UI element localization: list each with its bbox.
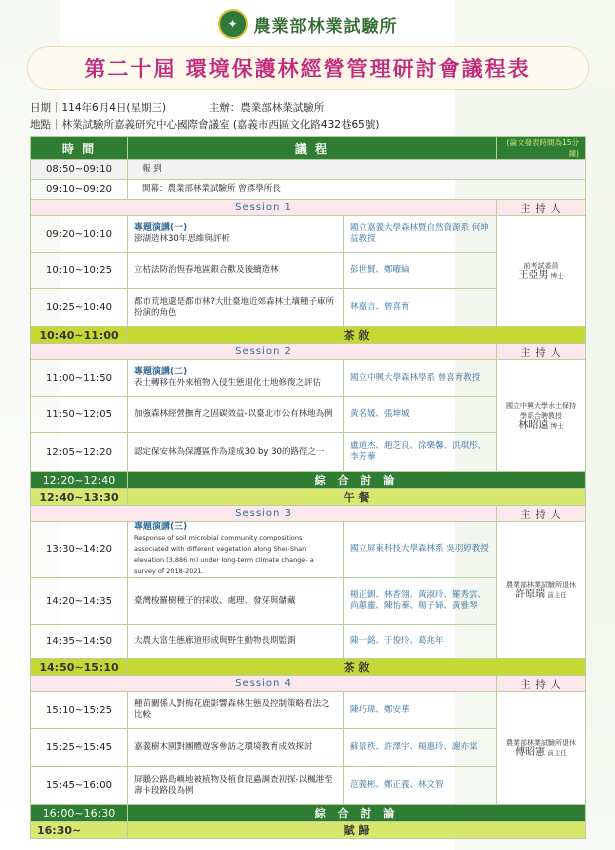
host-name: 傅昭憲 — [515, 747, 546, 758]
time-cell: 15:25~15:45 — [31, 729, 128, 767]
col-agenda: 議 程 — [128, 137, 497, 160]
closing-row — [31, 822, 586, 839]
topic-text: 屏鵝公路島嶼地被植物及植食昆蟲調查初探-以楓港至壽卡段路段為例 — [128, 767, 344, 805]
time-cell: 11:00~11:50 — [31, 360, 128, 397]
institute-name: 農業部林業試驗所 — [253, 16, 398, 37]
topic-text: 澎湖造林30年思維與評析 — [134, 234, 230, 244]
topic-text: 表土轉移在外來植物入侵生態退化土地修復之評估 — [134, 378, 322, 388]
time-cell: 14:50~15:10 — [31, 659, 128, 676]
break-text: 綜 合 討 論 — [128, 805, 586, 822]
registration-row — [31, 160, 586, 180]
time-cell: 09:20~10:10 — [31, 216, 128, 253]
host-org: 農業部林業試驗所退休 — [506, 581, 576, 589]
session-1-header — [31, 200, 586, 216]
speaker-cell: 蘇景秩、許澤宇、楊惠玲、謝亦棠 — [344, 729, 497, 767]
topic-cell — [128, 360, 344, 397]
col-time: 時 間 — [31, 137, 128, 160]
host-title: 前主任 — [547, 591, 567, 599]
break-text: 綜 合 討 論 — [128, 472, 586, 489]
session-name: Session 1 — [31, 200, 497, 216]
host-label: 主 持 人 — [497, 200, 586, 216]
topic-text: 大農大富生態廊道形成與野生動物長期監測 — [128, 625, 344, 659]
host-title: 博士 — [550, 421, 564, 430]
topic-cell — [128, 522, 344, 578]
time-cell: 16:00~16:30 — [31, 805, 128, 822]
topic-cell — [128, 216, 344, 253]
time-cell: 12:20~12:40 — [31, 472, 128, 489]
title-banner — [27, 46, 589, 90]
time-cell: 13:30~14:20 — [31, 522, 128, 578]
speaker-cell: 國立中興大學森林學系 曾喜育教授 — [344, 360, 497, 397]
page-title: 第二十屆 環境保護林經營管理研討會議程表 — [84, 57, 531, 81]
date-label: 日期｜114年6月4日(星期三) — [30, 102, 167, 114]
host-label: 主 持 人 — [497, 506, 586, 522]
break-text: 茶 敘 — [128, 659, 586, 676]
speaker-cell: 陳巧瑋、鄭安華 — [344, 692, 497, 729]
speaker-cell: 國立屏東科技大學森林系 吳羽婷教授 — [344, 522, 497, 578]
speaker-cell: 范義彬、鄭正義、林文智 — [344, 767, 497, 805]
lunch-row — [31, 489, 586, 506]
time-cell: 14:20~14:35 — [31, 578, 128, 625]
host-cell — [497, 522, 586, 659]
discussion-row — [31, 472, 586, 489]
topic-text: Response of soil microbial community compositions associated with different vegetation along Shei-Shan elevation (3,886 m) under long-term climate change- a survey of 2018-2021. — [134, 534, 314, 575]
logo-row — [0, 8, 615, 40]
location-line — [30, 117, 379, 132]
topic-text: 嘉義樹木園對團體遊客參訪之環境教育成效探討 — [128, 729, 344, 767]
time-cell: 10:10~10:25 — [31, 253, 128, 289]
break-text: 茶 敘 — [128, 327, 586, 344]
topic-text: 加強森林經營撫育之固碳效益-以臺北市公有林地為例 — [128, 397, 344, 433]
session-3-header — [31, 506, 586, 522]
break-text: 午 餐 — [128, 489, 586, 506]
speaker-cell: 楊正釧、林香翎、黃淑玲、羅秀雲、尚蕙靈、陳怡蓁、楊子婦、黃雅琴 — [344, 578, 497, 625]
keynote-label: 專題演講(一) — [134, 223, 188, 233]
time-cell: 11:50~12:05 — [31, 397, 128, 433]
session-2-header — [31, 344, 586, 360]
topic-text: 種苗關係人對梅花鹿影響森林生態及控制策略看法之比較 — [128, 692, 344, 729]
time-cell: 10:40~11:00 — [31, 327, 128, 344]
host-label: 主 持 人 — [497, 676, 586, 692]
speaker-cell: 彭世賢、鄭曜綸 — [344, 253, 497, 289]
discussion-row — [31, 805, 586, 822]
host-name: 許原瑞 — [515, 589, 546, 600]
host-name: 王亞男 — [518, 270, 549, 281]
time-cell: 10:25~10:40 — [31, 289, 128, 327]
session-name: Session 3 — [31, 506, 497, 522]
host-name: 林昭遠 — [518, 419, 549, 431]
tea-break-row — [31, 327, 586, 344]
host-org: 國立中興大學水土保持學系合聘教授 — [506, 401, 576, 420]
session-name: Session 2 — [31, 344, 497, 360]
host-cell — [497, 360, 586, 472]
tea-break-row — [31, 659, 586, 676]
date-organizer-line — [30, 100, 324, 115]
speaker-cell: 國立嘉義大學森林暨自然資源系 何坤益教授 — [344, 216, 497, 253]
opening-row — [31, 180, 586, 200]
presentation-note: (論文發表時間為15分鐘) — [497, 137, 586, 160]
keynote-label: 專題演講(三) — [134, 522, 188, 532]
host-cell — [497, 216, 586, 327]
session-name: Session 4 — [31, 676, 497, 692]
time-cell: 12:40~13:30 — [31, 489, 128, 506]
topic-text: 都市荒地還是都市林?大肚臺地近郊森林土壤種子庫所扮演的角色 — [128, 289, 344, 327]
opening-text: 開幕：農業部林業試驗所 曾彥學所長 — [128, 180, 586, 200]
institute-logo-icon: ✦ — [218, 9, 248, 39]
time-cell: 08:50~09:10 — [31, 160, 128, 180]
time-cell: 15:45~16:00 — [31, 767, 128, 805]
organizer-label: 主辦：農業部林業試驗所 — [208, 102, 325, 114]
host-label: 主 持 人 — [497, 344, 586, 360]
time-cell: 14:35~14:50 — [31, 625, 128, 659]
talk-row — [31, 360, 586, 397]
host-org: 前考試委員 — [523, 262, 559, 270]
time-cell: 09:10~09:20 — [31, 180, 128, 200]
registration-text: 報 到 — [128, 160, 586, 180]
time-cell: 16:30~ — [31, 822, 128, 839]
topic-text: 立枯法防治恆春地區銀合歡及後續造林 — [128, 253, 344, 289]
agenda-table — [30, 136, 586, 839]
topic-text: 認定保安林為保護區作為達成30 by 30的路徑之一 — [128, 433, 344, 472]
speaker-cell: 林嘉言、曾喜育 — [344, 289, 497, 327]
talk-row — [31, 216, 586, 253]
speaker-cell: 陳一銘、于俊玲、葛兆年 — [344, 625, 497, 659]
break-text: 賦 歸 — [128, 822, 586, 839]
speaker-cell: 黃名媛、張坤城 — [344, 397, 497, 433]
speaker-cell: 盧道杰、趙芝良、徐樂馨、洪琪彤、李芳蓁 — [344, 433, 497, 472]
topic-text: 臺灣梭羅樹種子的採收、處理、發芽與儲藏 — [128, 578, 344, 625]
table-header-row — [31, 137, 586, 160]
keynote-label: 專題演講(二) — [134, 367, 188, 377]
time-cell: 12:05~12:20 — [31, 433, 128, 472]
host-title: 前主任 — [547, 749, 567, 757]
time-cell: 15:10~15:25 — [31, 692, 128, 729]
host-org: 農業部林業試驗所退休 — [506, 739, 576, 747]
host-cell — [497, 692, 586, 805]
location-label: 地點｜林業試驗所嘉義研究中心國際會議室 (嘉義市西區文化路432巷65號) — [30, 119, 380, 131]
header — [0, 8, 615, 90]
talk-row — [31, 692, 586, 729]
host-title: 博士 — [550, 272, 564, 280]
session-4-header — [31, 676, 586, 692]
talk-row — [31, 522, 586, 578]
